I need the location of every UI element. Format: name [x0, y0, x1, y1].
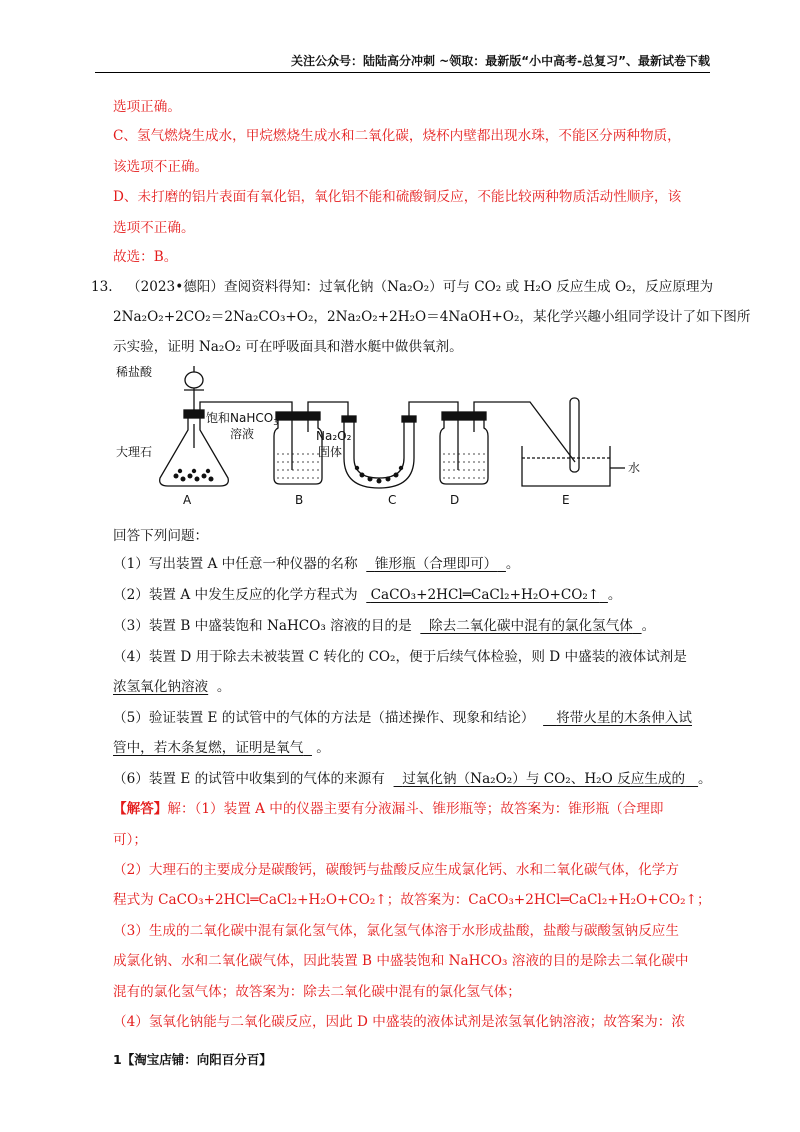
- answer-2: CaCO₃+2HCl═CaCl₂+H₂O+CO₂↑: [370, 587, 600, 603]
- answer-4: 浓氢氧化钠溶液: [113, 679, 209, 695]
- answer-prompt: 回答下列问题：: [113, 528, 209, 544]
- solution-line-1: 【解答】解：（1）装置 A 中的仪器主要有分液漏斗、锥形瓶等；故答案为：锥形瓶（合理即: [113, 801, 664, 817]
- label-solid: 固体: [318, 445, 343, 459]
- question-intro-3: 示实验，证明 Na₂O₂ 可在呼吸面具和潜水艇中做供氧剂。: [113, 339, 463, 355]
- prev-line-6: 故选：B。: [113, 249, 178, 265]
- sub-question-4-answer-line: 浓氢氧化钠溶液 。: [113, 679, 231, 695]
- label-B: B: [295, 493, 304, 507]
- label-solution: 溶液: [230, 427, 255, 441]
- sub-question-2: （2）装置 A 中发生反应的化学方程式为 CaCO₃+2HCl═CaCl₂+H₂O+CO₂↑ 。: [113, 587, 622, 603]
- solution-tag: 【解答】: [113, 801, 168, 817]
- apparatus-diagram: [110, 358, 670, 518]
- label-water: 水: [628, 461, 641, 475]
- solution-line-2: 可）；: [113, 832, 147, 848]
- solution-line-7: 混有的氯化氢气体；故答案为：除去二氧化碳中混有的氯化氢气体；: [113, 984, 521, 1000]
- answer-3: 除去二氧化碳中混有的氯化氢气体: [429, 618, 633, 634]
- answer-5a: 将带火星的木条伸入试: [556, 710, 692, 726]
- question-intro: （2023•德阳）查阅资料得知：过氧化钠（Na₂O₂）可与 CO₂ 或 H₂O 反应生成 O₂，反应原理为: [127, 279, 714, 295]
- header-divider: [95, 72, 710, 73]
- sub-question-5-cont: 管中，若木条复燃，证明是氧气 。: [113, 740, 330, 756]
- solution-line-3: （2）大理石的主要成分是碳酸钙，碳酸钙与盐酸反应生成氯化钙、水和二氧化碳气体，化学方: [113, 862, 679, 878]
- page-footer: 1【淘宝店铺：向阳百分百】: [113, 1052, 272, 1067]
- solution-line-8: （4）氢氧化钠能与二氧化碳反应，因此 D 中盛装的液体试剂是浓氢氧化钠溶液；故答案为：浓: [113, 1014, 685, 1030]
- sub-question-3: （3）装置 B 中盛装饱和 NaHCO₃ 溶液的目的是 除去二氧化碳中混有的氯化氢气体 。: [113, 618, 656, 634]
- sub-question-6: （6）装置 E 的试管中收集到的气体的来源有 过氧化钠（Na₂O₂）与 CO₂、H₂O 反应生成的 。: [113, 771, 712, 787]
- label-E: E: [562, 493, 570, 507]
- sub-question-1: （1）写出装置 A 中任意一种仪器的名称 锥形瓶（合理即可） 。: [113, 556, 520, 572]
- label-D: D: [450, 493, 460, 507]
- answer-6: 过氧化钠（Na₂O₂）与 CO₂、H₂O 反应生成的: [402, 771, 686, 787]
- label-nahco3: 饱和NaHCO$_3$: [206, 411, 279, 427]
- prev-line-4: D、未打磨的铝片表面有氧化铝，氧化铝不能和硫酸铜反应，不能比较两种物质活动性顺序，该: [113, 189, 682, 205]
- question-equations: 2Na₂O₂+2CO₂＝2Na₂CO₃+O₂，2Na₂O₂+2H₂O＝4NaOH+O₂，某化学兴趣小组同学设计了如下图所: [113, 309, 751, 325]
- answer-5b: 管中，若木条复燃，证明是氧气: [113, 740, 304, 756]
- label-A: A: [183, 493, 192, 507]
- solution-line-5: （3）生成的二氧化碳中混有氯化氢气体，氯化氢气体溶于水形成盐酸，盐酸与碳酸氢钠反应生: [113, 923, 679, 939]
- prev-line-3: 该选项不正确。: [113, 159, 209, 175]
- page-header: 关注公众号：陆陆高分冲刺 ~领取：最新版“小中高考-总复习”、最新试卷下载: [291, 54, 710, 68]
- label-dilute-hcl: 稀盐酸: [116, 365, 153, 379]
- solution-line-4: 程式为 CaCO₃+2HCl═CaCl₂+H₂O+CO₂↑；故答案为：CaCO₃+2HCl═CaCl₂+H₂O+CO₂↑；: [113, 892, 711, 908]
- label-C: C: [388, 493, 397, 507]
- sub-question-5: （5）验证装置 E 的试管中的气体的方法是（描述操作、现象和结论） 将带火星的木条伸入试: [113, 710, 692, 726]
- label-na2o2: Na₂O₂: [316, 429, 352, 443]
- prev-line-1: 选项正确。: [113, 99, 181, 115]
- solution-line-6: 成氯化钠、水和二氧化碳气体，因此装置 B 中盛装饱和 NaHCO₃ 溶液的目的是除去二氧化碳中: [113, 953, 689, 969]
- prev-line-5: 选项不正确。: [113, 220, 195, 236]
- question-number: 13.: [91, 279, 113, 295]
- sub-question-4: （4）装置 D 用于除去未被装置 C 转化的 CO₂，便于后续气体检验，则 D 中盛装的液体试剂是: [113, 649, 687, 665]
- answer-1: 锥形瓶（合理即可）: [374, 556, 498, 572]
- label-marble: 大理石: [116, 445, 153, 459]
- prev-line-2: C、氢气燃烧生成水，甲烷燃烧生成水和二氧化碳，烧杯内壁都出现水珠，不能区分两种物质，: [113, 128, 681, 144]
